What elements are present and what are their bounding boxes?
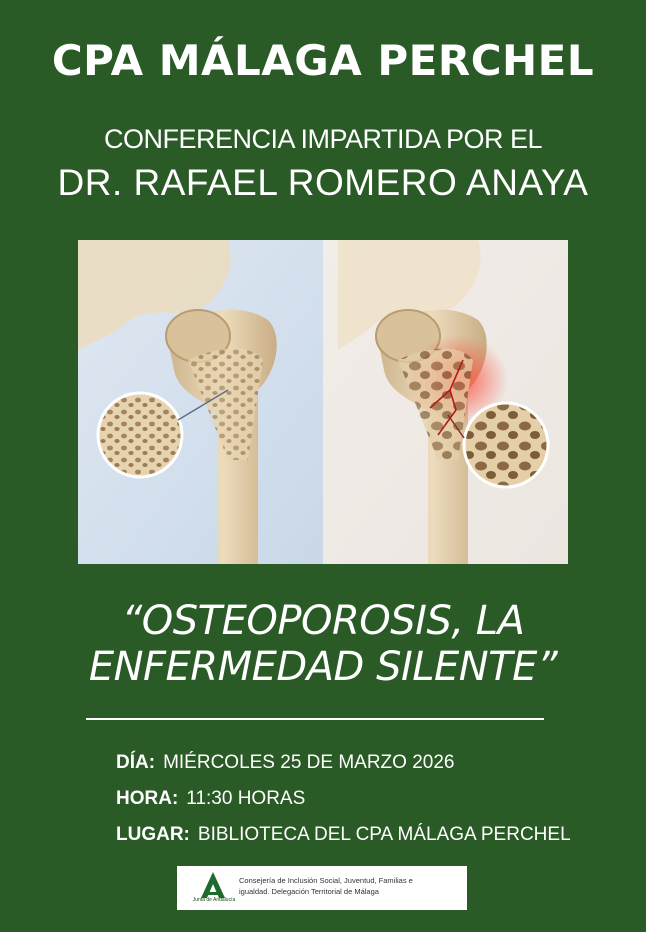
logo-department-text xyxy=(239,875,463,897)
logo-line2: igualdad. Delegación Territorial de Málaga xyxy=(239,887,379,896)
detail-place xyxy=(116,824,571,860)
speaker-name: DR. RAFAEL ROMERO ANAYA xyxy=(57,162,589,203)
day-label: DÍA: xyxy=(116,752,156,773)
talk-title-line2: ENFERMEDAD SILENTE” xyxy=(88,644,558,690)
bone-comparison-illustration xyxy=(78,240,568,564)
talk-title-line1: “OSTEOPOROSIS, LA xyxy=(121,598,525,644)
institution-logo-box xyxy=(177,866,467,910)
bone-illustration-svg xyxy=(78,240,568,564)
talk-title xyxy=(40,598,606,690)
time-value: 11:30 HORAS xyxy=(186,788,306,809)
place-label: LUGAR: xyxy=(116,824,190,845)
time-label: HORA: xyxy=(116,788,179,809)
place-value: BIBLIOTECA DEL CPA MÁLAGA PERCHEL xyxy=(197,824,571,845)
event-subtitle: CONFERENCIA IMPARTIDA POR EL xyxy=(103,124,543,154)
event-title: CPA MÁLAGA PERCHEL xyxy=(51,36,595,85)
day-value: MIÉRCOLES 25 DE MARZO 2026 xyxy=(163,752,455,773)
logo-org-name: Junta de Andalucía xyxy=(192,897,236,903)
logo-line1: Consejería de Inclusión Social, Juventud, Familias e xyxy=(239,876,413,885)
detail-day xyxy=(116,752,571,788)
divider xyxy=(86,718,544,720)
detail-time xyxy=(116,788,571,824)
event-details xyxy=(116,752,571,860)
